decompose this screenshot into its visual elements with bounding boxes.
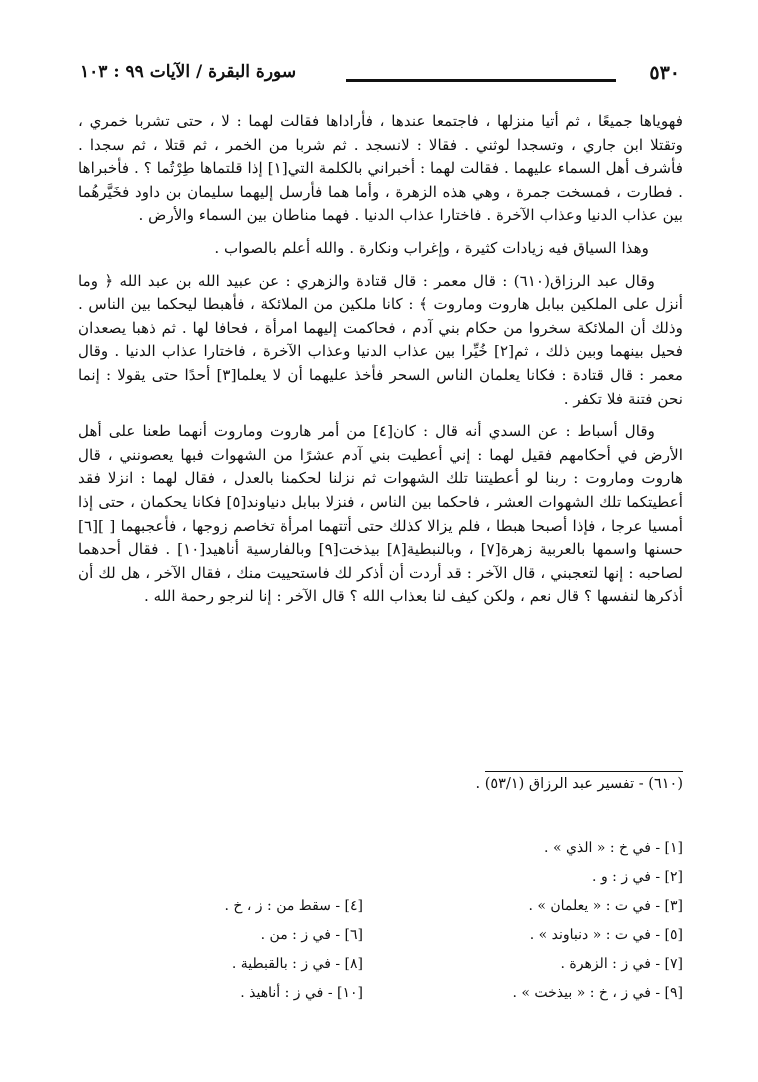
page-header — [80, 62, 680, 90]
footnote-rule — [485, 771, 683, 772]
paragraph-1: فهوياها جميعًا ، ثم أتيا منزلها ، فاجتمعا عندها ، فأراداها فقالت لهما : لا ، حتى تشربا خمري ، وتقتلا ابن جاري ، وتسجدا لوثني . فقالا : لانسجد . ثم شربا من الخمر ، ثم قتلا ، ثم سجدا . فأشرف أهل السماء عليهما . فقالت لهما : أخبراني بالكلمة التي[١] إذا قلتماها طِرْتُما ؟ . فأخبراها . فطارت ، فمسخت جمرة ، وهي هذه الزهرة ، وأما هما فأرسل إليهما سليمان بن داود فخَيَّرهُما بين عذاب الدنيا وعذاب الآخرة . فاختارا عذاب الدنيا . فهما مناطان بين السماء والأرض . — [78, 112, 683, 225]
main-text — [78, 110, 683, 618]
note-10: [١٠] - في ز : أناهيذ . — [240, 985, 363, 1001]
note-9: [٩] - في ز ، خ : « بيذخت » . — [512, 985, 683, 1001]
note-6: [٦] - في ز : من . — [260, 927, 363, 943]
hadith-footnote: (٦١٠) - تفسير عبد الرزاق (٥٣/١) . — [475, 776, 683, 792]
note-4: [٤] - سقط من : ز ، خ . — [224, 898, 363, 914]
page-number: ٥٣٠ — [649, 62, 680, 84]
paragraph-4: وقال أسباط : عن السدي أنه قال : كان[٤] من أمر هاروت وماروت أنهما طعنا على أهل الأرض في أحكامهم فقيل لهما : إني أعطيت بني آدم عشرًا من الشهوات فبها يعصونني ، قال هاروت وماروت : ربنا لو أعطيتنا تلك الشهوات ثم نزلنا لحكمنا بالعدل ، فقال لهما : انزلا فقد أعطيتكما تلك الشهوات العشر ، فاحكما بين الناس ، فنزلا ببابل دنياوند[٥] فكانا يحكمان ، حتى إذا أمسيا عرجا ، فإذا أصبحا هبطا ، فلم يزالا كذلك حتى أتتهما امرأة تخاصم زوجها ، فأعجبهما [ ][٦] حسنها واسمها بالعربية زهرة[٧] ، وبالنبطية[٨] بيذخت[٩] وبالفارسية أناهيد[١٠] . فقال أحدهما لصاحبه : إنها لتعجبني ، قال الآخر : قد أردت أن أذكر لك فاستحييت منك ، فقال الآخر ، هل لك أن أذكرها لنفسها ؟ قال نعم ، ولكن كيف لنا بعذاب الله ؟ قال الآخر : إنا لنرجو رحمة الله . — [78, 422, 684, 606]
paragraph-2: وهذا السياق فيه زيادات كثيرة ، وإغراب ونكارة . والله أعلم بالصواب . — [214, 238, 649, 257]
note-3: [٣] - في ت : « يعلمان » . — [528, 898, 683, 914]
running-title: سورة البقرة / الآيات ٩٩ : ١٠٣ — [80, 62, 297, 82]
paragraph-3: وقال عبد الرزاق(٦١٠) : قال معمر : قال قتادة والزهري : عن عبيد الله بن عبد الله ﴿ وما أنزل على الملكين ببابل هاروت وماروت ﴾ : كانا ملكين من الملائكة ، فأهبطا ليحكما بين الناس . وذلك أن الملائكة سخروا من حكام بني آدم ، فحاكمت إليهما امرأة ، فحافا لها . ثم ذهبا يصعدان فحيل بينهما وبين ذلك ، ثم[٢] خُيِّرا بين عذاب الدنيا وعذاب الآخرة ، فاختارا عذاب الدنيا . وقال معمر : قال قتادة : فكانا يعلمان الناس السحر فأخذ عليهما أن لا يعلما[٣] أحدًا حتى يقولا : إنما نحن فتنة فلا تكفر . — [78, 271, 683, 408]
note-5: [٥] - في ت : « دنباوند » . — [529, 927, 683, 943]
note-1: [١] - في خ : « الذي » . — [544, 840, 683, 856]
note-2: [٢] - في ز : و . — [592, 869, 683, 885]
header-rule — [346, 79, 616, 82]
note-7: [٧] - في ز : الزهرة . — [560, 956, 683, 972]
note-8: [٨] - في ز : بالقبطية . — [231, 956, 363, 972]
variant-notes — [200, 840, 683, 1010]
